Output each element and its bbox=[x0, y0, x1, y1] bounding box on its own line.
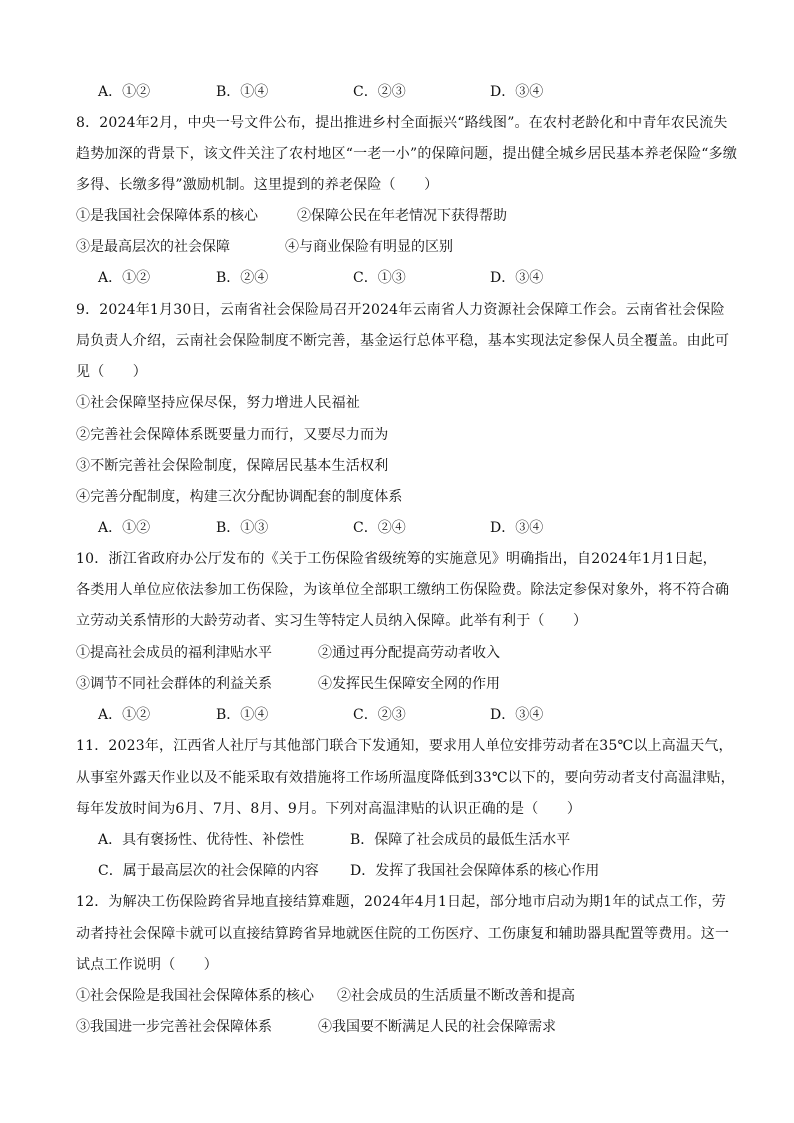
q8-stem-line-2: 趋势加深的背景下，该文件关注了农村地区“一老一小”的保障问题，提出健全城乡居民基本养老保险“多缴 bbox=[76, 146, 738, 162]
q10-item-2: ②通过再分配提高劳动者收入 bbox=[318, 645, 500, 661]
q9-option-b[interactable]: B．①③ bbox=[216, 520, 269, 536]
q8-item-2: ②保障公民在年老情况下获得帮助 bbox=[297, 208, 507, 224]
q11-stem-line-2: 从事室外露天作业以及不能采取有效措施将工作场所温度降低到33℃以下的，要向劳动者支付高温津贴， bbox=[76, 770, 735, 786]
q12-item-3: ③我国进一步完善社会保障体系 bbox=[76, 1019, 272, 1035]
q8-option-d[interactable]: D．③④ bbox=[490, 270, 544, 286]
q10-option-b[interactable]: B．①④ bbox=[216, 707, 269, 723]
q12-stem-line-3: 试点工作说明（ ） bbox=[76, 957, 218, 973]
q12-item-4: ④我国要不断满足人民的社会保障需求 bbox=[318, 1019, 556, 1035]
q9-item-1: ①社会保障坚持应保尽保，努力增进人民福祉 bbox=[76, 395, 360, 411]
q8-item-3: ③是最高层次的社会保障 bbox=[76, 239, 230, 255]
q10-item-3: ③调节不同社会群体的利益关系 bbox=[76, 676, 272, 692]
q7-option-c[interactable]: C．②③ bbox=[353, 84, 406, 100]
q7-option-d[interactable]: D．③④ bbox=[490, 84, 544, 100]
q8-option-a[interactable]: A．①② bbox=[98, 270, 151, 286]
q8-item-4: ④与商业保险有明显的区别 bbox=[285, 239, 453, 255]
q9-item-4: ④完善分配制度，构建三次分配协调配套的制度体系 bbox=[76, 489, 403, 505]
q7-option-b[interactable]: B．①④ bbox=[216, 84, 269, 100]
q10-stem-line-3: 立劳动关系情形的大龄劳动者、实习生等特定人员纳入保障。此举有利于（ ） bbox=[76, 613, 588, 629]
q8-stem-line-3: 多得、长缴多得”激励机制。这里提到的养老保险（ ） bbox=[76, 177, 439, 193]
q12-item-2: ②社会成员的生活质量不断改善和提高 bbox=[337, 988, 575, 1004]
q10-stem-line-1: 10．浙江省政府办公厅发布的《关于工伤保险省级统筹的实施意见》明确指出，自2024年1月1日起， bbox=[76, 551, 717, 567]
q8-option-b[interactable]: B．②④ bbox=[216, 270, 269, 286]
q9-item-2: ②完善社会保障体系既要量力而行，又要尽力而为 bbox=[76, 427, 389, 443]
q8-item-1: ①是我国社会保障体系的核心 bbox=[76, 208, 258, 224]
q12-stem-line-2: 动者持社会保障卡就可以直接结算跨省异地就医住院的工伤医疗、工伤康复和辅助器具配置等费用。这一 bbox=[76, 926, 730, 942]
q12-item-1: ①社会保险是我国社会保障体系的核心 bbox=[76, 988, 314, 1004]
q12-stem-line-1: 12．为解决工伤保险跨省异地直接结算难题，2024年4月1日起，部分地市启动为期1年的试点工作，劳 bbox=[76, 894, 726, 910]
q9-item-3: ③不断完善社会保险制度，保障居民基本生活权利 bbox=[76, 458, 389, 474]
q10-option-d[interactable]: D．③④ bbox=[490, 707, 544, 723]
q8-option-c[interactable]: C．①③ bbox=[353, 270, 406, 286]
q9-option-a[interactable]: A．①② bbox=[98, 520, 151, 536]
q9-option-d[interactable]: D．③④ bbox=[490, 520, 544, 536]
q10-item-4: ④发挥民生保障安全网的作用 bbox=[318, 676, 500, 692]
q11-option-b[interactable]: B．保障了社会成员的最低生活水平 bbox=[350, 832, 571, 848]
q7-option-a[interactable]: A．①② bbox=[98, 84, 151, 100]
q11-option-d[interactable]: D．发挥了我国社会保障体系的核心作用 bbox=[350, 863, 600, 879]
q9-option-c[interactable]: C．②④ bbox=[353, 520, 406, 536]
q11-option-c[interactable]: C．属于最高层次的社会保障的内容 bbox=[98, 863, 319, 879]
q10-option-a[interactable]: A．①② bbox=[98, 707, 151, 723]
q11-stem-line-1: 11．2023年，江西省人社厅与其他部门联合下发通知，要求用人单位安排劳动者在35℃以上高温天气， bbox=[76, 738, 733, 754]
q11-stem-line-3: 每年发放时间为6月、7月、8月、9月。下列对高温津贴的认识正确的是（ ） bbox=[76, 801, 582, 817]
q9-stem-line-1: 9．2024年1月30日，云南省社会保险局召开2024年云南省人力资源社会保障工作会。云南省社会保险 bbox=[76, 302, 725, 318]
q10-item-1: ①提高社会成员的福利津贴水平 bbox=[76, 645, 272, 661]
q10-option-c[interactable]: C．②③ bbox=[353, 707, 406, 723]
q9-stem-line-2: 局负责人介绍，云南社会保险制度不断完善，基金运行总体平稳，基本实现法定参保人员全覆盖。由此可 bbox=[76, 333, 730, 349]
q11-option-a[interactable]: A．具有褒扬性、优待性、补偿性 bbox=[98, 832, 305, 848]
q10-stem-line-2: 各类用人单位应依法参加工伤保险，为该单位全部职工缴纳工伤保险费。除法定参保对象外，将不符合确 bbox=[76, 582, 730, 598]
q8-stem-line-1: 8．2024年2月，中央一号文件公布，提出推进乡村全面振兴“路线图”。在农村老龄化和中青年农民流失 bbox=[76, 115, 728, 131]
q9-stem-line-3: 见（ ） bbox=[76, 364, 147, 380]
